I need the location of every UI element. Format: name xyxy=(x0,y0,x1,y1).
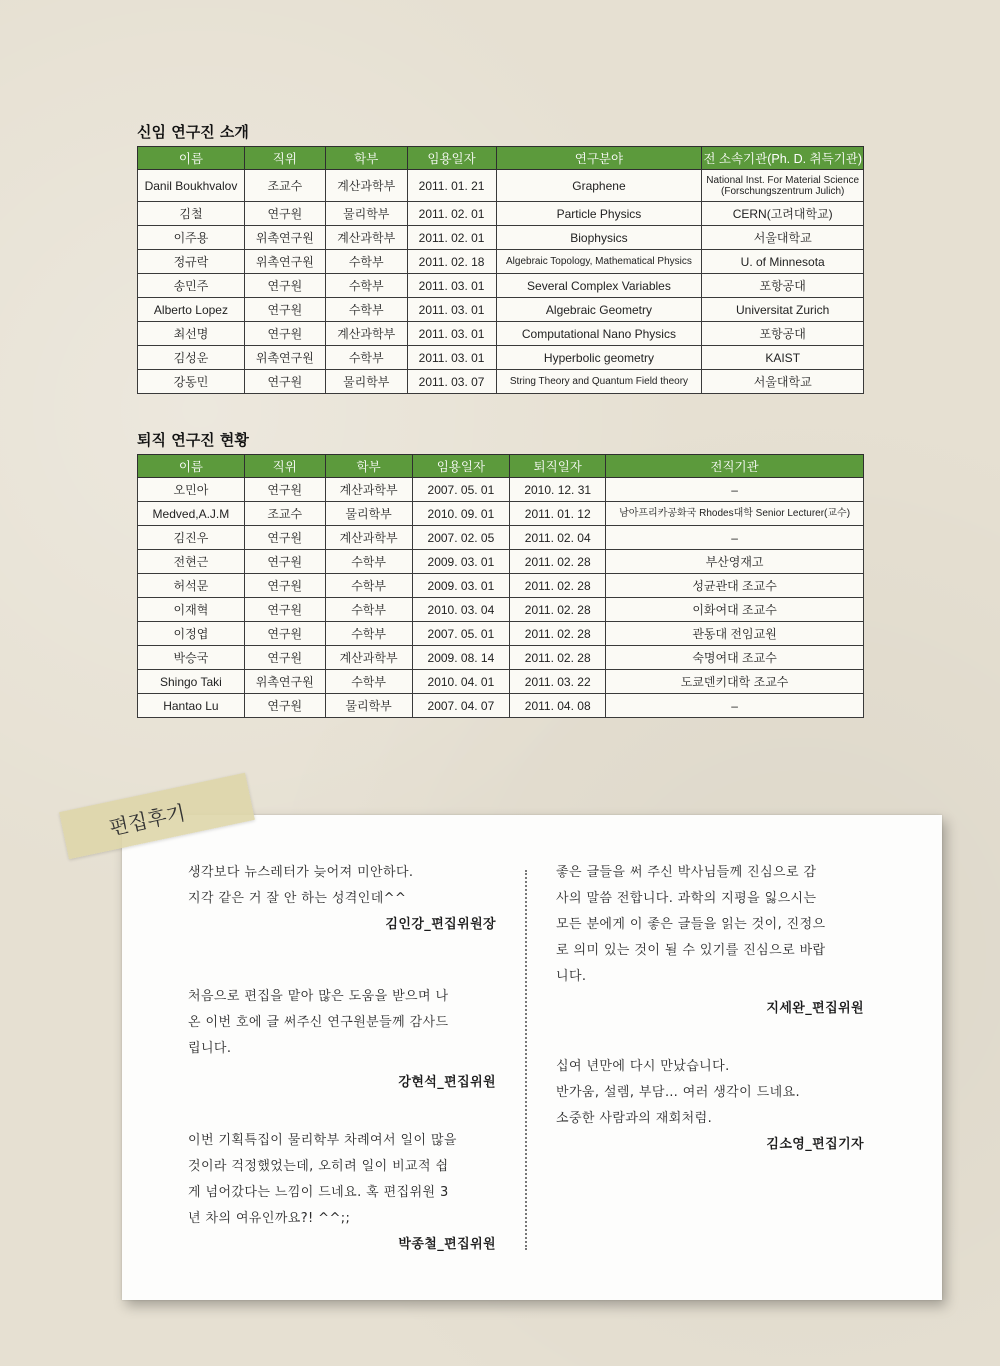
new-staff-cell: Several Complex Variables xyxy=(496,274,702,298)
retired-staff-cell: 2011. 02. 28 xyxy=(510,622,606,646)
retired-staff-header-1: 직위 xyxy=(244,455,325,478)
new-staff-cell: 수학부 xyxy=(325,250,407,274)
retired-staff-cell: 2007. 04. 07 xyxy=(412,694,510,718)
retired-staff-cell: – xyxy=(606,478,864,502)
retired-staff-cell: 2011. 01. 12 xyxy=(510,502,606,526)
retired-staff-cell: 2009. 03. 01 xyxy=(412,574,510,598)
new-staff-cell: Algebraic Geometry xyxy=(496,298,702,322)
new-staff-cell: 2011. 02. 01 xyxy=(407,226,496,250)
table-row xyxy=(138,550,864,574)
retired-staff-cell: Hantao Lu xyxy=(138,694,245,718)
new-staff-cell: 포항공대 xyxy=(702,322,864,346)
retired-staff-cell: 2011. 02. 28 xyxy=(510,550,606,574)
new-staff-cell: CERN(고려대학교) xyxy=(702,202,864,226)
retired-staff-header-0: 이름 xyxy=(138,455,245,478)
new-staff-cell: 계산과학부 xyxy=(325,322,407,346)
new-staff-cell: 위촉연구원 xyxy=(244,226,325,250)
new-staff-cell: 연구원 xyxy=(244,298,325,322)
retired-staff-cell: 연구원 xyxy=(244,550,325,574)
table-row xyxy=(138,170,864,202)
retired-staff-cell: Shingo Taki xyxy=(138,670,245,694)
retired-staff-cell: 오민아 xyxy=(138,478,245,502)
table-row xyxy=(138,502,864,526)
retired-staff-cell: 연구원 xyxy=(244,598,325,622)
retired-staff-cell: 수학부 xyxy=(325,598,412,622)
new-staff-cell: 계산과학부 xyxy=(325,170,407,202)
retired-staff-header-5: 전직기관 xyxy=(606,455,864,478)
retired-staff-cell: 계산과학부 xyxy=(325,646,412,670)
retired-staff-cell: 연구원 xyxy=(244,526,325,550)
retired-staff-cell: 숙명여대 조교수 xyxy=(606,646,864,670)
retired-staff-cell: 수학부 xyxy=(325,550,412,574)
table-row xyxy=(138,622,864,646)
retired-staff-cell: 2011. 02. 28 xyxy=(510,646,606,670)
editor-note-2 xyxy=(188,984,496,1096)
retired-staff-cell: 성균관대 조교수 xyxy=(606,574,864,598)
editorial-label: 편집후기 xyxy=(106,800,188,840)
new-staff-cell: 2011. 03. 01 xyxy=(407,322,496,346)
editor-note-5-body: 십여 년만에 다시 만났습니다. 반가움, 설렘, 부담… 여러 생각이 드네요. 소중한 사람과의 재회처럼. xyxy=(556,1059,801,1126)
retired-staff-cell: 수학부 xyxy=(325,574,412,598)
table-row xyxy=(138,346,864,370)
table-row xyxy=(138,250,864,274)
new-staff-cell: 2011. 03. 01 xyxy=(407,346,496,370)
new-staff-cell: 물리학부 xyxy=(325,370,407,394)
retired-staff-cell: 2010. 09. 01 xyxy=(412,502,510,526)
new-staff-cell: String Theory and Quantum Field theory xyxy=(496,370,702,394)
new-staff-cell: National Inst. For Material Science (Forschungszentrum Julich) xyxy=(702,170,864,202)
retired-staff-cell: 2011. 04. 08 xyxy=(510,694,606,718)
editor-note-3-signature: 박종철_편집위원 xyxy=(398,1237,496,1252)
new-staff-header-0: 이름 xyxy=(138,147,245,170)
editor-note-1 xyxy=(188,860,496,938)
retired-staff-cell: 계산과학부 xyxy=(325,526,412,550)
editor-note-5-signature: 김소영_편집기자 xyxy=(766,1137,864,1152)
new-staff-cell: 송민주 xyxy=(138,274,245,298)
editor-note-4-body: 좋은 글들을 써 주신 박사님들께 진심으로 감 사의 말씀 전합니다. 과학의 지평을 잃으시는 모든 분에게 이 좋은 글들을 읽는 것이, 진정으 로 의미 있는 것이 될 수 있기를 진심으로 바랍 니다. xyxy=(556,865,826,984)
retired-staff-cell: 연구원 xyxy=(244,646,325,670)
retired-staff-cell: 2011. 02. 04 xyxy=(510,526,606,550)
new-staff-cell: 2011. 02. 01 xyxy=(407,202,496,226)
new-staff-cell: 연구원 xyxy=(244,370,325,394)
editor-note-2-body: 처음으로 편집을 맡아 많은 도움을 받으며 나 온 이번 호에 글 써주신 연구원분들께 감사드 립니다. xyxy=(188,989,449,1056)
retired-staff-cell: 2007. 05. 01 xyxy=(412,478,510,502)
editor-note-5 xyxy=(556,1054,864,1158)
retired-staff-cell: 2007. 02. 05 xyxy=(412,526,510,550)
new-staff-header-4: 연구분야 xyxy=(496,147,702,170)
new-staff-cell: 수학부 xyxy=(325,274,407,298)
new-staff-table xyxy=(137,146,864,394)
new-staff-cell: Hyperbolic geometry xyxy=(496,346,702,370)
retired-staff-cell: 연구원 xyxy=(244,574,325,598)
retired-staff-cell: 수학부 xyxy=(325,622,412,646)
new-staff-cell: 2011. 03. 01 xyxy=(407,298,496,322)
new-staff-cell: 수학부 xyxy=(325,298,407,322)
editor-note-4 xyxy=(556,860,864,1022)
retired-staff-cell: 이정엽 xyxy=(138,622,245,646)
retired-staff-cell: 연구원 xyxy=(244,622,325,646)
retired-staff-cell: 2007. 05. 01 xyxy=(412,622,510,646)
retired-staff-cell: 남아프리카공화국 Rhodes대학 Senior Lecturer(교수) xyxy=(606,502,864,526)
column-divider xyxy=(525,870,527,1250)
table-row xyxy=(138,574,864,598)
new-staff-cell: 포항공대 xyxy=(702,274,864,298)
retired-staff-cell: 물리학부 xyxy=(325,502,412,526)
table-row xyxy=(138,526,864,550)
table-row xyxy=(138,370,864,394)
table-row xyxy=(138,298,864,322)
new-staff-cell: 서울대학교 xyxy=(702,226,864,250)
retired-staff-header-4: 퇴직일자 xyxy=(510,455,606,478)
retired-staff-cell: – xyxy=(606,526,864,550)
table-row xyxy=(138,478,864,502)
new-staff-cell: KAIST xyxy=(702,346,864,370)
new-staff-cell: Computational Nano Physics xyxy=(496,322,702,346)
retired-staff-cell: 김진우 xyxy=(138,526,245,550)
retired-staff-cell: 이화여대 조교수 xyxy=(606,598,864,622)
new-staff-cell: 수학부 xyxy=(325,346,407,370)
new-staff-title: 신임 연구진 소개 xyxy=(137,123,249,141)
new-staff-cell: 연구원 xyxy=(244,274,325,298)
retired-staff-cell: 2009. 03. 01 xyxy=(412,550,510,574)
new-staff-cell: 김성운 xyxy=(138,346,245,370)
new-staff-cell: 2011. 01. 21 xyxy=(407,170,496,202)
new-staff-cell: 조교수 xyxy=(244,170,325,202)
retired-staff-header-3: 임용일자 xyxy=(412,455,510,478)
table-row xyxy=(138,226,864,250)
table-row xyxy=(138,646,864,670)
new-staff-cell: 물리학부 xyxy=(325,202,407,226)
new-staff-cell: 이주용 xyxy=(138,226,245,250)
new-staff-cell: Universitat Zurich xyxy=(702,298,864,322)
new-staff-cell: 위촉연구원 xyxy=(244,346,325,370)
retired-staff-cell: 허석문 xyxy=(138,574,245,598)
new-staff-cell: Graphene xyxy=(496,170,702,202)
new-staff-header-2: 학부 xyxy=(325,147,407,170)
new-staff-cell: U. of Minnesota xyxy=(702,250,864,274)
retired-staff-cell: 2011. 02. 28 xyxy=(510,598,606,622)
new-staff-cell: 2011. 02. 18 xyxy=(407,250,496,274)
new-staff-cell: 계산과학부 xyxy=(325,226,407,250)
retired-staff-table xyxy=(137,454,864,718)
new-staff-header-1: 직위 xyxy=(244,147,325,170)
new-staff-header-5: 전 소속기관(Ph. D. 취득기관) xyxy=(702,147,864,170)
retired-staff-cell: 2011. 02. 28 xyxy=(510,574,606,598)
new-staff-cell: Alberto Lopez xyxy=(138,298,245,322)
table-row xyxy=(138,694,864,718)
new-staff-cell: 강동민 xyxy=(138,370,245,394)
retired-staff-cell: 관동대 전임교원 xyxy=(606,622,864,646)
new-staff-cell: Biophysics xyxy=(496,226,702,250)
editor-note-1-signature: 김인강_편집위원장 xyxy=(385,917,496,932)
retired-staff-cell: 2011. 03. 22 xyxy=(510,670,606,694)
new-staff-header-3: 임용일자 xyxy=(407,147,496,170)
retired-staff-cell: 전현근 xyxy=(138,550,245,574)
new-staff-cell: 최선명 xyxy=(138,322,245,346)
retired-staff-cell: 위촉연구원 xyxy=(244,670,325,694)
retired-staff-cell: 이재혁 xyxy=(138,598,245,622)
new-staff-cell: 연구원 xyxy=(244,202,325,226)
retired-staff-cell: 연구원 xyxy=(244,694,325,718)
editor-note-3 xyxy=(188,1128,496,1258)
retired-staff-cell: 박승국 xyxy=(138,646,245,670)
new-staff-cell: Danil Boukhvalov xyxy=(138,170,245,202)
new-staff-cell: Particle Physics xyxy=(496,202,702,226)
new-staff-cell: 2011. 03. 01 xyxy=(407,274,496,298)
new-staff-cell: 연구원 xyxy=(244,322,325,346)
retired-staff-cell: Medved,A.J.M xyxy=(138,502,245,526)
retired-staff-cell: 도쿄덴키대학 조교수 xyxy=(606,670,864,694)
retired-staff-cell: 2009. 08. 14 xyxy=(412,646,510,670)
new-staff-cell: 서울대학교 xyxy=(702,370,864,394)
new-staff-cell: 정규락 xyxy=(138,250,245,274)
retired-staff-cell: 2010. 12. 31 xyxy=(510,478,606,502)
retired-staff-cell: 계산과학부 xyxy=(325,478,412,502)
retired-staff-cell: 2010. 04. 01 xyxy=(412,670,510,694)
editor-note-4-signature: 지세완_편집위원 xyxy=(766,1001,864,1016)
retired-staff-cell: 물리학부 xyxy=(325,694,412,718)
editor-note-3-body: 이번 기획특집이 물리학부 차례여서 일이 많을 것이라 걱정했었는데, 오히려 일이 비교적 쉽 게 넘어갔다는 느낌이 드네요. 혹 편집위원 3 년 차의 여유인까요?! ^^;; xyxy=(188,1133,457,1226)
table-row xyxy=(138,670,864,694)
table-row xyxy=(138,322,864,346)
retired-staff-cell: 수학부 xyxy=(325,670,412,694)
new-staff-cell: 김철 xyxy=(138,202,245,226)
table-row xyxy=(138,598,864,622)
table-row xyxy=(138,202,864,226)
new-staff-cell: 위촉연구원 xyxy=(244,250,325,274)
retired-staff-cell: – xyxy=(606,694,864,718)
new-staff-cell: Algebraic Topology, Mathematical Physics xyxy=(496,250,702,274)
table-row xyxy=(138,274,864,298)
retired-staff-header-2: 학부 xyxy=(325,455,412,478)
retired-staff-cell: 조교수 xyxy=(244,502,325,526)
editor-note-1-body: 생각보다 뉴스레터가 늦어져 미안하다. 지각 같은 거 잘 안 하는 성격인데^^ xyxy=(188,865,414,906)
retired-staff-title: 퇴직 연구진 현황 xyxy=(137,431,249,449)
retired-staff-cell: 연구원 xyxy=(244,478,325,502)
editor-note-2-signature: 강현석_편집위원 xyxy=(398,1075,496,1090)
retired-staff-cell: 부산영재고 xyxy=(606,550,864,574)
retired-staff-cell: 2010. 03. 04 xyxy=(412,598,510,622)
new-staff-cell: 2011. 03. 07 xyxy=(407,370,496,394)
